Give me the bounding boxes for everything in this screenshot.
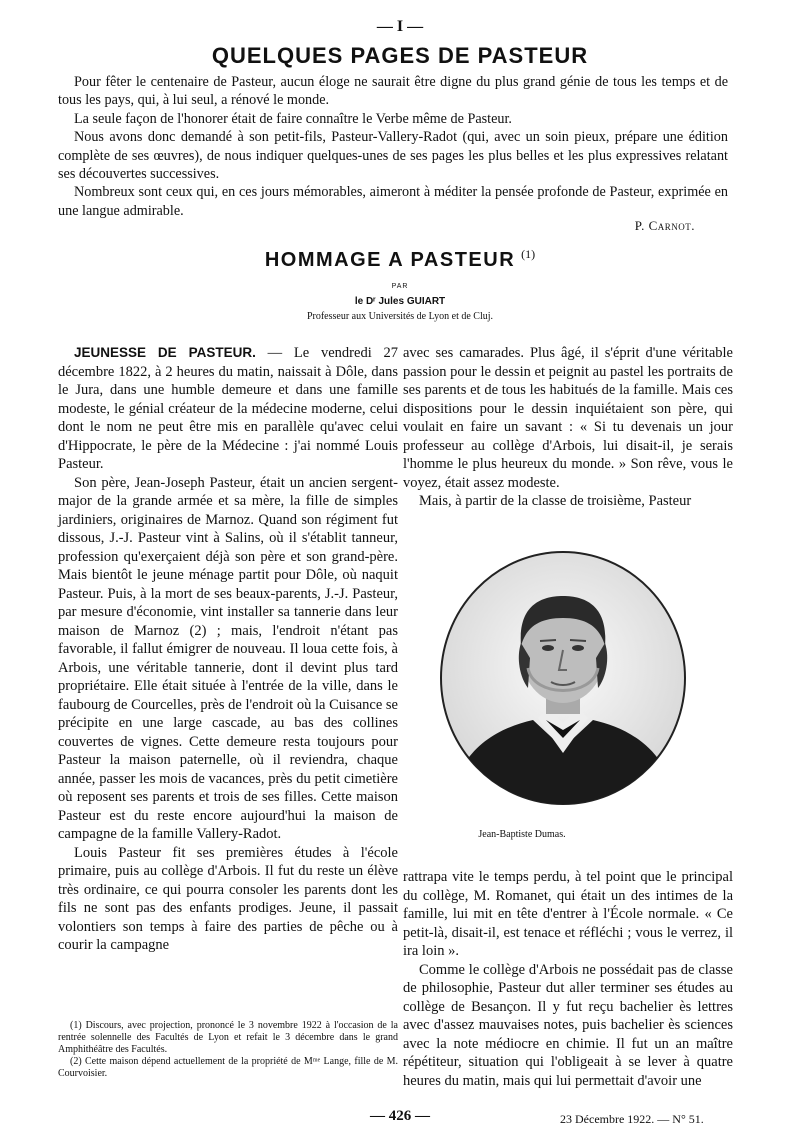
article-title-note: (1)	[521, 247, 536, 261]
footnotes	[58, 1020, 398, 1080]
section-number: — I —	[376, 18, 424, 35]
intro-text	[58, 73, 728, 220]
body-paragraph: Louis Pasteur fit ses premières études à l'école primaire, puis au collège d'Arbois. Il fut du reste un élève très ordinaire, ce qui pourra consoler les parents dont les fils ne sont pas des enfants prodiges. Jeune, il passait volontiers son temps à faire des parties de pêche ou à courir la campagne	[58, 844, 398, 953]
article-author: le Dʳ Jules GUIART	[354, 296, 446, 307]
body-paragraph: avec ses camarades. Plus âgé, il s'éprit d'une véritable passion pour le dessin et peignit au pastel les portraits de ses parents et de tous les habitués de la famille. Mais ces dispositions pour le dessin inquiétaient son père, qui voulait en faire un savant : « Si tu devenais un jour professeur au collège d'Arbois, lui disait-il, je serais l'homme le plus heureux du monde. » Son rêve, vous le voyez, était assez modeste.	[403, 345, 733, 491]
intro-paragraph: Pour fêter le centenaire de Pasteur, aucun éloge ne saurait être digne du plus grand génie de tous les temps et de tous les pays, qui, à lui seul, a rénové le monde.	[58, 74, 728, 109]
article-affiliation: Professeur aux Universités de Lyon et de Cluj.	[306, 311, 494, 322]
article-title	[0, 247, 800, 272]
article-title-text: HOMMAGE A PASTEUR	[264, 249, 516, 271]
article-par: PAR	[391, 283, 409, 290]
right-column-top	[403, 344, 733, 511]
right-column-bottom	[403, 868, 733, 1090]
body-paragraph	[58, 344, 398, 474]
footer-date: 23 Décembre 1922. — N° 51.	[560, 1112, 704, 1126]
intro-paragraph: Nous avons donc demandé à son petit-fils, Pasteur-Vallery-Radot (qui, avec un soin pieux, prépare une édition complète de ses œuvres), de nous indiquer quelques-unes de ses pages les plus belles et les plus expressives relatant ses découvertes successives.	[58, 129, 728, 183]
body-paragraph: rattrapa vite le temps perdu, à tel point que le principal du collège, M. Romanet, qui était un des intimes de la famille, lui mit en tête d'entrer à l'École normale. « Ce petit-là, disait-il, est tenace et réfléchi ; vous le verrez, il ira loin ».	[403, 869, 733, 959]
left-column	[58, 344, 398, 955]
intro-paragraph: Nombreux sont ceux qui, en ces jours mémorables, aimeront à méditer la pensée profonde de Pasteur, exprimée en une langue admirable.	[58, 184, 728, 219]
body-paragraph: Comme le collège d'Arbois ne possédait pas de classe de philosophie, Pasteur dut aller terminer ses études au collège de Besançon. Il y fut reçu bachelier ès lettres avec d'assez mauvaises notes, puis bachelier ès sciences avec la note médiocre en chimie. Il fut un an maître répétiteur, situation qui l'obligeait à se lever à quatre heures du matin, mais qui lui permettait d'avoir une	[403, 961, 733, 1089]
page-title: QUELQUES PAGES DE PASTEUR	[211, 43, 589, 68]
body-paragraph: Mais, à partir de la classe de troisième, Pasteur	[419, 493, 692, 509]
footnote: (2) Cette maison dépend actuellement de la propriété de Mᵐᵉ Lange, fille de M. Courvoisier.	[58, 1056, 398, 1079]
portrait-caption-wrap	[0, 829, 800, 840]
portrait-image	[438, 548, 688, 808]
page-number: — 426 —	[370, 1108, 430, 1124]
footnote: (1) Discours, avec projection, prononcé le 3 novembre 1922 à l'occasion de la rentrée solennelle des Facultés de Lyon et refait le 3 décembre dans le grand Amphithéâtre des Facultés.	[58, 1020, 398, 1055]
portrait-illustration	[438, 548, 688, 808]
paragraph-text: — Le vendredi 27 décembre 1822, à 2 heures du matin, naissait à Dôle, dans le Jura, dans une humble demeure et dans une famille modeste, le génial créateur de la médecine moderne, celui dont le nom ne peut être mis en parallèle qu'avec celui d'Hippocrate, le père de la Médecine : j'ai nommé Louis Pasteur.	[58, 345, 398, 472]
signature: P. Carnot.	[634, 218, 695, 233]
body-paragraph: Son père, Jean-Joseph Pasteur, était un ancien sergent-major de la grande armée et sa mère, la fille de simples jardiniers, originaires de Marnoz. Quand son régiment fut dissous, J.-J. Pasteur vint à Salins, où il s'établit tanneur, profession qu'exerçaient déjà son père et son grand-père. Mais bientôt le jeune ménage partit pour Dôle, où naquit Pasteur. Puis, à la mort de ses beaux-parents, J.-J. Pasteur, par mesure d'économie, vint installer sa tannerie dans leur maison de Marnoz (2) ; mais, l'endroit n'étant pas favorable, il fallut émigrer de nouveau. Il loua cette fois, à Arbois, une véritable tannerie, dont il devint plus tard propriétaire. Elle était située à l'entrée de la ville, dans le faubourg de Courcelles, près de l'endroit où la Cuisance se précipite en une large cascade, au bas des collines couvertes de vignes. Cette demeure resta toujours pour Pasteur la maison paternelle, où il reviendra, chaque année, passer les mois de vacances, près du petit cimetière où reposent ses parents et trois de ses filles. Cette maison Pasteur est du reste encore aujourd'hui la maison de campagne de la famille Vallery-Radot.	[58, 474, 398, 842]
portrait-caption: Jean-Baptiste Dumas.	[478, 829, 566, 840]
intro-paragraph: La seule façon de l'honorer était de faire connaître le Verbe même de Pasteur.	[74, 110, 512, 127]
paragraph-lead: JEUNESSE DE PASTEUR.	[74, 345, 256, 360]
